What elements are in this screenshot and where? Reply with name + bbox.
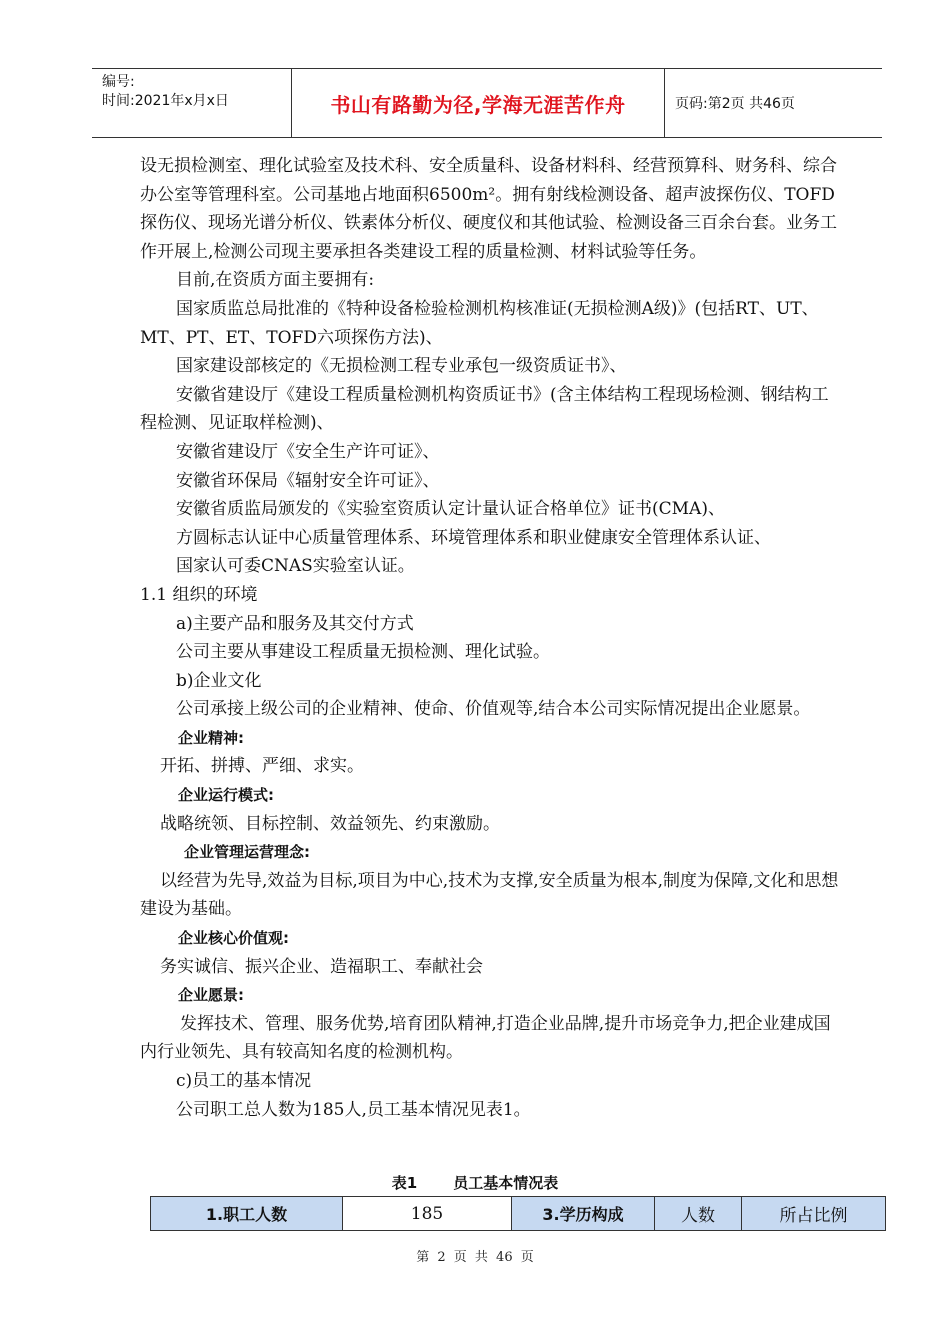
employee-table bbox=[150, 1196, 886, 1231]
culture-heading: 企业管理运营理念: bbox=[184, 843, 310, 862]
culture-text: 开拓、拼搏、严细、求实。 bbox=[160, 756, 364, 777]
subsection-heading: b)企业文化 bbox=[176, 670, 262, 691]
document-header bbox=[92, 68, 882, 138]
paragraph-qualifications: 目前,在资质方面主要拥有: bbox=[176, 270, 375, 291]
table-cell: 1.职工人数 bbox=[151, 1197, 343, 1231]
culture-text: 战略统领、目标控制、效益领先、约束激励。 bbox=[160, 813, 500, 834]
time-label: 时间:2021年x月x日 bbox=[102, 93, 229, 109]
qualification-item: 安徽省建设厅《安全生产许可证》、 bbox=[176, 441, 440, 462]
qualification-item: 安徽省建设厅《建设工程质量检测机构资质证书》(含主体结构工程现场检测、钢结构工程检测、见证取样检测)、 bbox=[140, 384, 829, 434]
table-cell: 所占比例 bbox=[742, 1197, 886, 1231]
table-row bbox=[151, 1197, 886, 1231]
table-cell: 185 bbox=[343, 1197, 512, 1231]
paragraph-intro: 设无损检测室、理化试验室及技术科、安全质量科、设备材料科、经营预算科、财务科、综合办公室等管理科室。公司基地占地面积6500m²。拥有射线检测设备、超声波探伤仪、TOFD探伤仪、现场光谱分析仪、铁素体分析仪、硬度仪和其他试验、检测设备三百余台套。业务工作开展上,检测公司现主要承担各类建设工程的质量检测、材料试验等任务。 bbox=[140, 156, 837, 262]
subsection-heading: a)主要产品和服务及其交付方式 bbox=[176, 613, 414, 634]
qualification-item: 安徽省环保局《辐射安全许可证》、 bbox=[176, 470, 440, 491]
header-motto: 书山有路勤为径,学海无涯苦作舟 bbox=[292, 69, 665, 137]
qualification-item: 国家认可委CNAS实验室认证。 bbox=[176, 556, 415, 577]
paragraph: 公司主要从事建设工程质量无损检测、理化试验。 bbox=[176, 642, 550, 663]
culture-text: 务实诚信、振兴企业、造福职工、奉献社会 bbox=[160, 956, 483, 977]
header-meta bbox=[92, 69, 292, 137]
culture-heading: 企业精神: bbox=[178, 728, 244, 747]
culture-text: 发挥技术、管理、服务优势,培育团队精神,打造企业品牌,提升市场竞争力,把企业建成国内行业领先、具有较高知名度的检测机构。 bbox=[140, 1013, 831, 1063]
culture-heading: 企业运行模式: bbox=[178, 786, 274, 805]
table-title: 员工基本情况表 bbox=[453, 1174, 559, 1192]
document-body bbox=[140, 152, 840, 1124]
qualification-item: 国家质监总局批准的《特种设备检验检测机构核准证(无损检测A级)》(包括RT、UT、MT、PT、ET、TOFD六项探伤方法)、 bbox=[140, 298, 819, 348]
qualification-item: 安徽省质监局颁发的《实验室资质认定计量认证合格单位》证书(CMA)、 bbox=[176, 499, 725, 520]
paragraph: 公司承接上级公司的企业精神、使命、价值观等,结合本公司实际情况提出企业愿景。 bbox=[176, 699, 811, 720]
culture-heading: 企业核心价值观: bbox=[178, 929, 289, 948]
table-cell: 3.学历构成 bbox=[512, 1197, 655, 1231]
section-heading: 1.1 组织的环境 bbox=[140, 584, 258, 605]
qualification-item: 方圆标志认证中心质量管理体系、环境管理体系和职业健康安全管理体系认证、 bbox=[176, 527, 771, 548]
culture-heading: 企业愿景: bbox=[178, 986, 244, 1005]
paragraph: 公司职工总人数为185人,员工基本情况见表1。 bbox=[176, 1099, 531, 1120]
table-caption bbox=[0, 1172, 950, 1193]
table-cell: 人数 bbox=[655, 1197, 742, 1231]
number-label: 编号: bbox=[102, 74, 135, 90]
subsection-heading: c)员工的基本情况 bbox=[176, 1071, 312, 1091]
qualification-item: 国家建设部核定的《无损检测工程专业承包一级资质证书》、 bbox=[176, 356, 627, 377]
page-footer: 第 2 页 共 46 页 bbox=[416, 1250, 534, 1265]
culture-text: 以经营为先导,效益为目标,项目为中心,技术为支撑,安全质量为根本,制度为保障,文化和思想建设为基础。 bbox=[140, 870, 839, 920]
header-page-info: 页码:第2页 共46页 bbox=[675, 96, 795, 112]
table-number: 表1 bbox=[391, 1174, 418, 1192]
